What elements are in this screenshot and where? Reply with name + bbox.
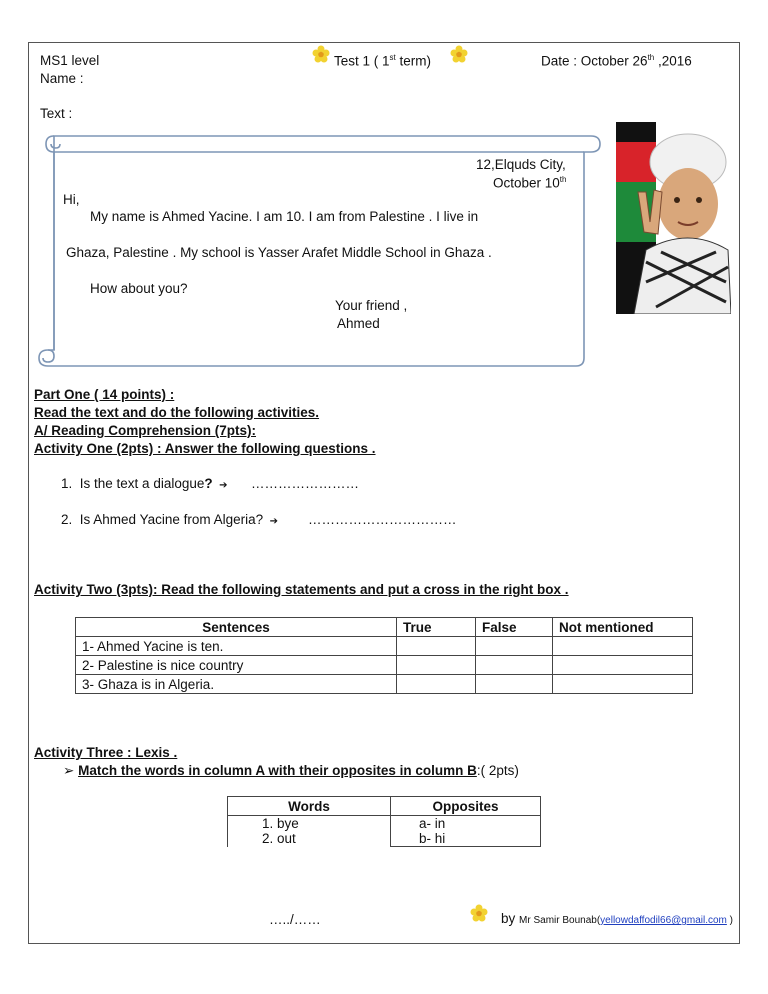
col-words: Words: [228, 797, 391, 816]
col-sentences: Sentences: [76, 618, 397, 637]
letter-line: My name is Ahmed Yacine. I am 10. I am from Palestine . I live in: [90, 209, 479, 224]
answer-line-1[interactable]: ……………………: [251, 476, 359, 491]
table-row: [76, 675, 693, 694]
table-row: [228, 816, 541, 847]
author-credit: by Mr Samir Bounab(yellowdaffodil66@gmail.com ): [501, 911, 733, 926]
word-item: 1. bye: [262, 816, 299, 832]
daffodil-icon: [450, 45, 468, 63]
part-one-instruction: Read the text and do the following activities.: [34, 405, 320, 420]
sentence-cell: 3- Ghaza is in Algeria.: [76, 675, 397, 694]
letter-address: 12,Elquds City,: [476, 157, 566, 172]
question-1: 1. Is the text a dialogue? ➔: [61, 476, 228, 491]
table-row: [76, 656, 693, 675]
level-label: MS1 level: [40, 53, 100, 68]
arrow-icon: ➔: [266, 516, 279, 527]
date-label: Date : October 26th ,2016: [541, 53, 692, 69]
col-not-mentioned: Not mentioned: [553, 618, 693, 637]
activity-three-title: Activity Three : Lexis .: [34, 745, 178, 760]
true-false-table: [75, 617, 693, 694]
email-link[interactable]: yellowdaffodil66@gmail.com: [600, 915, 727, 926]
letter-line: Ghaza, Palestine . My school is Yasser Arafet Middle School in Ghaza .: [66, 245, 492, 260]
checkbox-cell[interactable]: [553, 675, 693, 694]
question-2: 2. Is Ahmed Yacine from Algeria? ➔: [61, 512, 279, 527]
test-title: Test 1 ( 1st term): [334, 53, 432, 69]
opposite-item: b- hi: [419, 831, 446, 846]
checkbox-cell[interactable]: [476, 637, 553, 656]
checkbox-cell[interactable]: [553, 656, 693, 675]
letter-closing: Your friend ,: [335, 298, 408, 313]
table-row: [76, 637, 693, 656]
name-label: Name :: [40, 71, 84, 86]
checkbox-cell[interactable]: [476, 656, 553, 675]
table-header-row: [228, 797, 541, 816]
boy-flag-photo: [616, 122, 731, 314]
letter-line: How about you?: [90, 281, 188, 296]
col-false: False: [476, 618, 553, 637]
daffodil-icon: [470, 904, 488, 922]
checkbox-cell[interactable]: [397, 675, 476, 694]
col-true: True: [397, 618, 476, 637]
matching-table: [227, 796, 541, 847]
checkbox-cell[interactable]: [397, 637, 476, 656]
table-header-row: [76, 618, 693, 637]
sentence-cell: 2- Palestine is nice country: [76, 656, 397, 675]
arrow-icon: ➔: [216, 480, 228, 491]
checkbox-cell[interactable]: [397, 656, 476, 675]
bullet-arrow-icon: ➢: [63, 763, 75, 778]
opposite-item: a- in: [419, 816, 446, 831]
daffodil-icon: [312, 45, 330, 63]
activity-two-title: Activity Two (3pts): Read the following statements and put a cross in the right box .: [34, 582, 569, 597]
part-one-title: Part One ( 14 points) :: [34, 387, 175, 402]
checkbox-cell[interactable]: [476, 675, 553, 694]
score-field: …../……: [269, 912, 321, 927]
activity-one-title: Activity One (2pts) : Answer the following questions .: [34, 441, 376, 456]
text-label: Text :: [40, 106, 73, 121]
letter-signature: Ahmed: [337, 316, 380, 331]
answer-line-2[interactable]: ……………………………: [308, 512, 457, 527]
checkbox-cell[interactable]: [553, 637, 693, 656]
col-opposites: Opposites: [391, 797, 541, 816]
sentence-cell: 1- Ahmed Yacine is ten.: [76, 637, 397, 656]
letter-greeting: Hi,: [63, 192, 80, 207]
letter-date: October 10th: [493, 175, 567, 191]
activity-three-instruction: ➢ Match the words in column A with their opposites in column B:( 2pts): [63, 763, 519, 778]
section-a-title: A/ Reading Comprehension (7pts):: [34, 423, 257, 438]
word-item: 2. out: [262, 831, 296, 847]
